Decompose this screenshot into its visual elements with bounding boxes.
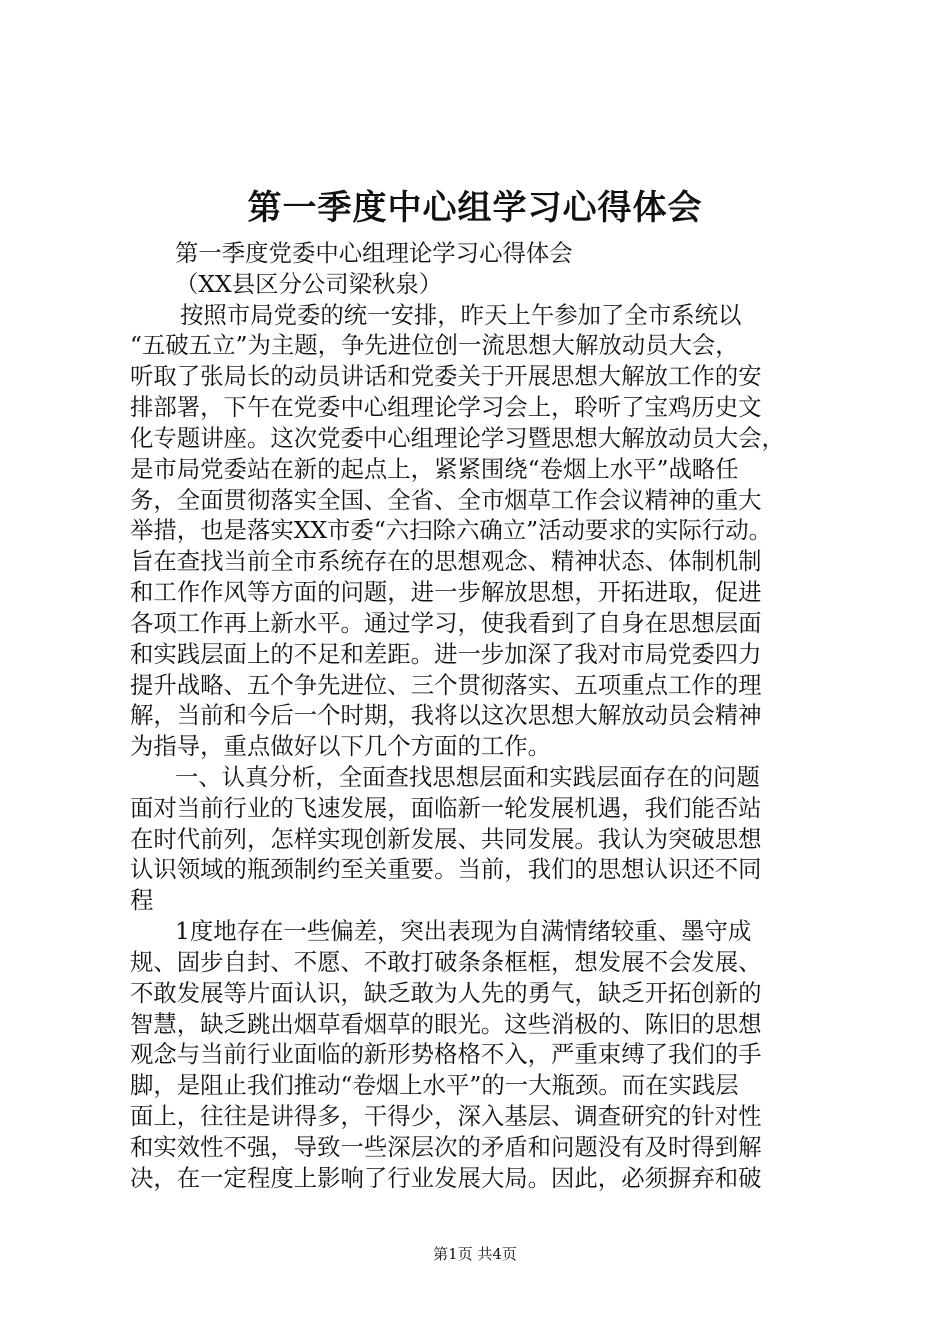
body-line: 观念与当前行业面临的新形势格格不入，严重束缚了我们的手 <box>130 1040 762 1068</box>
body-line: 提升战略、五个争先进位、三个贯彻落实、五项重点工作的理 <box>130 671 762 699</box>
body-line: 认识领域的瓶颈制约至关重要。当前，我们的思想认识还不同 <box>130 855 762 883</box>
body-line: 和实践层面上的不足和差距。进一步加深了我对市局党委四力 <box>130 640 762 668</box>
document-title: 第一季度中心组学习心得体会 <box>247 188 703 228</box>
body-line: 解，当前和今后一个时期，我将以这次思想大解放动员会精神 <box>130 701 762 729</box>
body-line: 规、固步自封、不愿、不敢打破条条框框，想发展不会发展、 <box>130 948 762 976</box>
body-line: 决，在一定程度上影响了行业发展大局。因此，必须摒弃和破 <box>130 1164 762 1192</box>
body-line: 化专题讲座。这次党委中心组理论学习暨思想大解放动员大会， <box>130 424 785 452</box>
body-line: 智慧，缺乏跳出烟草看烟草的眼光。这些消极的、陈旧的思想 <box>130 1010 762 1038</box>
body-line: 和工作作风等方面的问题，进一步解放思想，开拓进取，促进 <box>130 578 762 606</box>
body-line: 旨在查找当前全市系统存在的思想观念、精神状态、体制机制 <box>130 547 762 575</box>
body-line: 程 <box>130 886 154 914</box>
body-line: “五破五立”为主题，争先进位创一流思想大解放动员大会， <box>130 331 739 359</box>
body-line: 按照市局党委的统一安排，昨天上午参加了全市系统以 <box>180 301 742 329</box>
body-line: 和实效性不强，导致一些深层次的矛盾和问题没有及时得到解 <box>130 1133 762 1161</box>
section-heading: 一、认真分析，全面查找思想层面和实践层面存在的问题 <box>175 763 760 791</box>
body-line: 脚，是阻止我们推动“卷烟上水平”的一大瓶颈。而在实践层 <box>130 1071 739 1099</box>
body-line: 面对当前行业的飞速发展，面临新一轮发展机遇，我们能否站 <box>130 794 762 822</box>
body-line: 排部署，下午在党委中心组理论学习会上，聆听了宝鸡历史文 <box>130 393 762 421</box>
body-line: 为指导，重点做好以下几个方面的工作。 <box>130 732 552 760</box>
body-line: 各项工作再上新水平。通过学习，使我看到了自身在思想层面 <box>130 609 762 637</box>
body-line: 1度地存在一些偏差，突出表现为自满情绪较重、墨守成 <box>175 917 752 945</box>
body-line: 面上，往往是讲得多，干得少，深入基层、调查研究的针对性 <box>130 1102 762 1130</box>
body-line: 听取了张局长的动员讲话和党委关于开展思想大解放工作的安 <box>130 362 762 390</box>
body-line: 是市局党委站在新的起点上，紧紧围绕“卷烟上水平”战略任 <box>130 455 739 483</box>
author-line: （XX县区分公司梁秋泉） <box>175 270 443 298</box>
body-line: 举措，也是落实XX市委“六扫除六确立”活动要求的实际行动。 <box>130 516 772 544</box>
page-footer: 第1页 共4页 <box>433 1245 517 1263</box>
body-line: 不敢发展等片面认识，缺乏敢为人先的勇气，缺乏开拓创新的 <box>130 979 762 1007</box>
body-line: 务，全面贯彻落实全国、全省、全市烟草工作会议精神的重大 <box>130 486 762 514</box>
body-line: 在时代前列，怎样实现创新发展、共同发展。我认为突破思想 <box>130 825 762 853</box>
subtitle: 第一季度党委中心组理论学习心得体会 <box>175 239 573 267</box>
